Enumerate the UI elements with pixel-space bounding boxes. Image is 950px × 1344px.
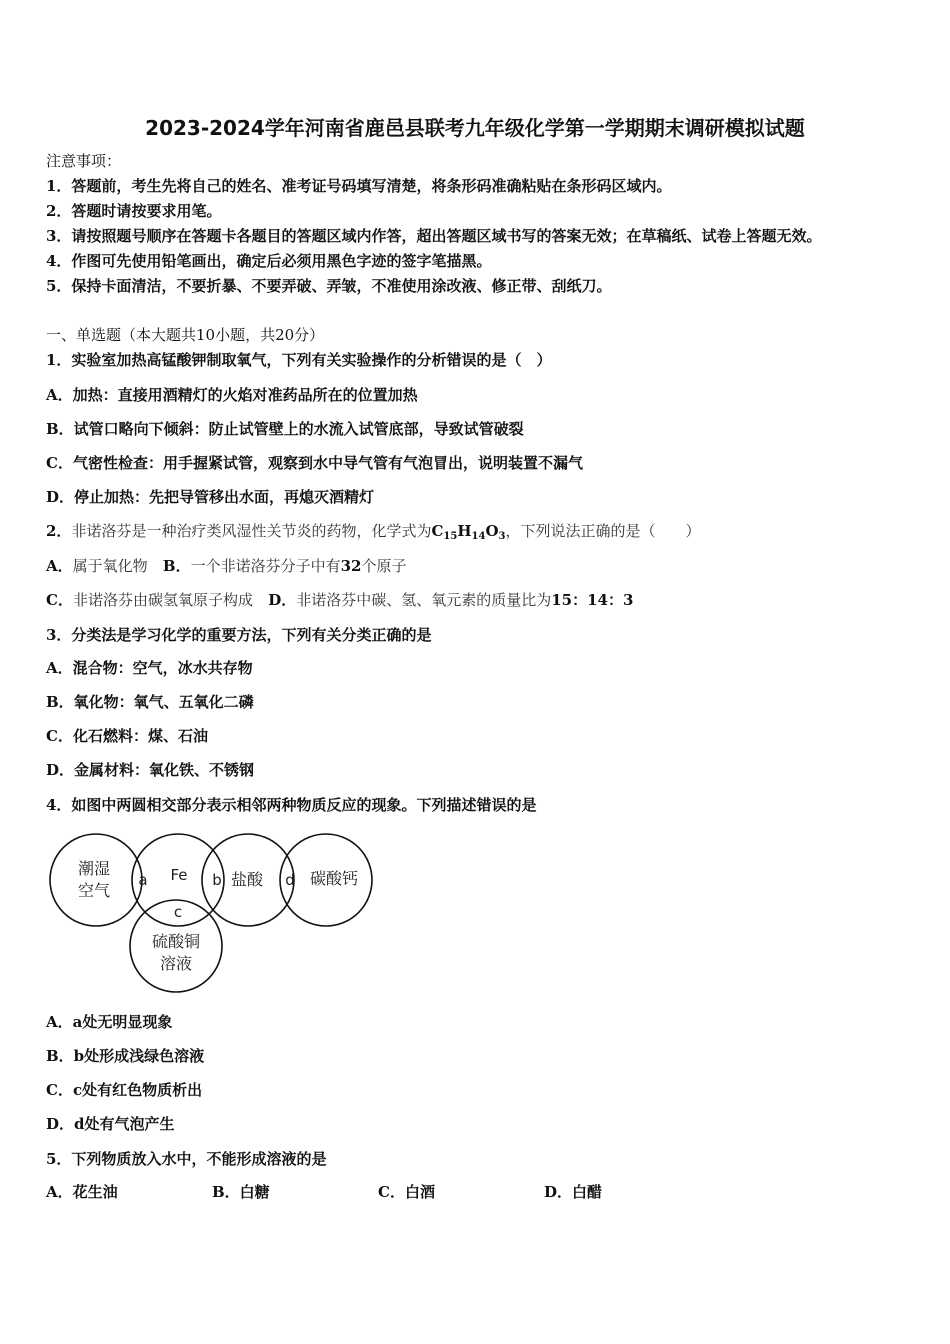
label-copper-sulfate: 硫酸铜 <box>151 932 201 951</box>
notice-item: 3．请按照题号顺序在答题卡各题目的答题区域内作答，超出答题区域书写的答案无效；在草稿纸、试卷上答题无效。 <box>46 227 822 245</box>
formula-o: O <box>485 522 499 540</box>
question-4-option-a: A．a处无明显现象 <box>46 1013 173 1031</box>
question-1-option-d: D．停止加热：先把导管移出水面，再熄灭酒精灯 <box>46 488 375 506</box>
formula-h: H <box>457 522 472 540</box>
question-1-option-c: C．气密性检查：用手握紧试管，观察到水中导气管有气泡冒出，说明装置不漏气 <box>46 454 583 472</box>
question-5-option-b: B．白糖 <box>212 1183 270 1201</box>
question-1-stem: 1．实验室加热高锰酸钾制取氧气，下列有关实验操作的分析错误的是（ ） <box>46 351 552 369</box>
question-2-option-b-num: 32 <box>340 557 362 575</box>
page-title: 2023-2024学年河南省鹿邑县联考九年级化学第一学期期末调研模拟试题 <box>145 116 805 140</box>
question-5-stem: 5．下列物质放入水中，不能形成溶液的是 <box>46 1150 327 1168</box>
question-3-option-a: A．混合物：空气，冰水共存物 <box>46 659 253 677</box>
question-2-option-d-label: D． <box>268 591 297 609</box>
question-1-option-a: A．加热：直接用酒精灯的火焰对准药品所在的位置加热 <box>46 386 418 404</box>
question-5-option-d: D．白醋 <box>544 1183 603 1201</box>
formula-h-sub: 14 <box>471 531 486 542</box>
formula-c: C <box>431 522 444 540</box>
question-2-option-b-b: 个原子 <box>361 557 407 575</box>
region-b-label: b <box>212 871 222 889</box>
section-heading: 一、单选题（本大题共10小题，共20分） <box>46 326 325 344</box>
notice-item: 2．答题时请按要求用笔。 <box>46 202 222 220</box>
notice-heading: 注意事项： <box>46 152 122 170</box>
question-2-text-a: 非诺洛芬是一种治疗类风湿性关节炎的药物，化学式为 <box>71 522 432 540</box>
question-2-options-cd <box>46 590 633 610</box>
question-2-option-c: 非诺洛芬由碳氢氧原子构成 <box>72 591 253 609</box>
region-d-label: d <box>285 871 295 889</box>
label-fe: Fe <box>170 866 188 884</box>
circle-moist-air <box>50 834 142 926</box>
question-2-option-c-label: C． <box>46 591 73 609</box>
label-moist: 潮湿 <box>77 859 111 878</box>
question-5-option-a: A．花生油 <box>46 1183 118 1201</box>
venn-diagram <box>46 828 386 998</box>
question-5-option-c: C．白酒 <box>378 1183 435 1201</box>
question-2-option-b-label: B． <box>162 557 191 575</box>
label-air: 空气 <box>77 881 111 900</box>
question-4-option-d: D．d处有气泡产生 <box>46 1115 175 1133</box>
question-2-option-a: 属于氧化物 <box>72 557 148 575</box>
question-2-option-d: 非诺洛芬中碳、氢、氧元素的质量比为 <box>296 591 552 609</box>
label-calcium-carbonate: 碳酸钙 <box>309 869 359 888</box>
question-2-text-b: ，下列说法正确的是（ ） <box>505 522 701 540</box>
question-4-stem: 4．如图中两圆相交部分表示相邻两种物质反应的现象。下列描述错误的是 <box>46 796 537 814</box>
question-3-option-d: D．金属材料：氧化铁、不锈钢 <box>46 761 255 779</box>
question-4-option-b: B．b处形成浅绿色溶液 <box>46 1047 205 1065</box>
region-a-label: a <box>138 871 148 889</box>
question-3-stem: 3．分类法是学习化学的重要方法，下列有关分类正确的是 <box>46 626 432 644</box>
question-2-number: 2． <box>46 522 72 540</box>
question-2-options-ab <box>46 556 406 576</box>
region-c-label: c <box>173 903 183 921</box>
question-2-option-a-label: A． <box>46 557 73 575</box>
notice-item: 1．答题前，考生先将自己的姓名、准考证号码填写清楚，将条形码准确粘贴在条形码区域内。 <box>46 177 672 195</box>
formula-c-sub: 15 <box>443 531 458 542</box>
label-solution: 溶液 <box>159 954 193 973</box>
label-hydrochloric-acid: 盐酸 <box>230 870 264 889</box>
notice-item: 5．保持卡面清洁，不要折暴、不要弄破、弄皱，不准使用涂改液、修正带、刮纸刀。 <box>46 277 612 295</box>
question-2-stem <box>46 521 701 547</box>
question-3-option-b: B．氧化物：氧气、五氧化二磷 <box>46 693 254 711</box>
question-4-option-c: C．c处有红色物质析出 <box>46 1081 203 1099</box>
question-2-option-d-ratio: 15：14：3 <box>551 591 634 609</box>
question-2-option-b-a: 一个非诺洛芬分子中有 <box>190 557 341 575</box>
notice-item: 4．作图可先使用铅笔画出，确定后必须用黑色字迹的签字笔描黑。 <box>46 252 492 270</box>
question-1-option-b: B．试管口略向下倾斜：防止试管壁上的水流入试管底部，导致试管破裂 <box>46 420 524 438</box>
question-3-option-c: C．化石燃料：煤、石油 <box>46 727 208 745</box>
formula-o-sub: 3 <box>498 531 506 542</box>
